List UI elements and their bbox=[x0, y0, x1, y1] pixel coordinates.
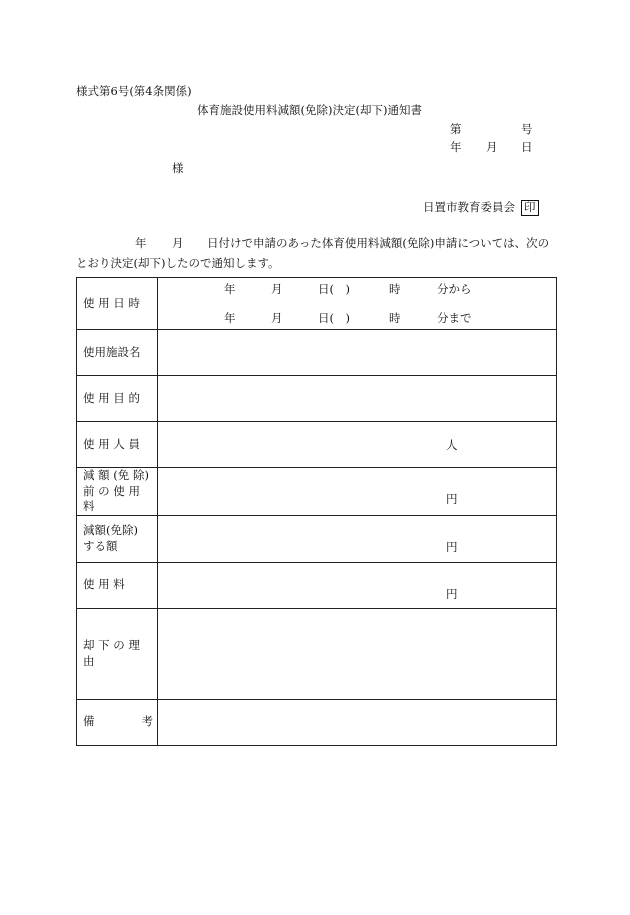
value-remarks[interactable] bbox=[158, 699, 557, 745]
date-month: 月 bbox=[486, 140, 498, 154]
until-month: 月 bbox=[271, 311, 283, 325]
from-year: 年 bbox=[224, 282, 236, 296]
row-people bbox=[77, 422, 557, 468]
row-facility-name bbox=[77, 330, 557, 376]
label-reduction bbox=[77, 515, 158, 562]
date-year: 年 bbox=[450, 140, 462, 154]
unit-reduction: 円 bbox=[446, 539, 458, 554]
body-line1-text: 日付けで申請のあった体育使用料減額(免除)申請については、次の bbox=[207, 236, 550, 250]
value-people[interactable] bbox=[158, 422, 557, 468]
issuer-line bbox=[423, 200, 539, 216]
issuer-name: 日置市教育委員会 bbox=[423, 200, 515, 214]
label-reduction-line2: する額 bbox=[83, 538, 118, 553]
label-fee-before-line1: 減 額 (免 除) bbox=[83, 468, 149, 482]
from-month: 月 bbox=[271, 282, 283, 296]
document-title: 体育施設使用料減額(免除)決定(却下)通知書 bbox=[197, 103, 422, 117]
value-facility-name[interactable] bbox=[158, 330, 557, 376]
row-usage-datetime bbox=[77, 278, 557, 330]
until-hour: 時 bbox=[389, 311, 401, 325]
body-line2-text: とおり決定(却下)したので通知します。 bbox=[76, 256, 280, 270]
addressee-suffix: 様 bbox=[172, 161, 184, 175]
row-fee-before bbox=[77, 468, 557, 516]
unit-fee-before: 円 bbox=[446, 492, 458, 507]
body-month: 月 bbox=[172, 236, 184, 250]
row-purpose bbox=[77, 376, 557, 422]
label-fee-before-line2: 前 の 使 用 料 bbox=[83, 483, 140, 514]
row-remarks bbox=[77, 699, 557, 745]
body-year: 年 bbox=[135, 236, 147, 250]
from-minute: 分から bbox=[437, 282, 472, 296]
seal-stamp: 印 bbox=[521, 200, 539, 216]
unit-people: 人 bbox=[446, 438, 458, 452]
label-facility-name: 使用施設名 bbox=[77, 330, 158, 376]
value-reduction[interactable] bbox=[158, 515, 557, 562]
number-suffix: 号 bbox=[521, 122, 533, 136]
label-remarks-left: 備 bbox=[83, 714, 95, 729]
label-fee: 使 用 料 bbox=[77, 562, 158, 608]
until-minute: 分まで bbox=[437, 311, 472, 325]
value-rejection-reason[interactable] bbox=[158, 608, 557, 699]
until-year: 年 bbox=[224, 311, 236, 325]
value-fee[interactable] bbox=[158, 562, 557, 608]
row-rejection-reason bbox=[77, 608, 557, 699]
label-usage-datetime: 使 用 日 時 bbox=[77, 278, 158, 330]
label-rejection-reason: 却 下 の 理 由 bbox=[77, 608, 158, 699]
label-purpose: 使 用 目 的 bbox=[77, 376, 158, 422]
date-day: 日 bbox=[521, 140, 533, 154]
row-reduction bbox=[77, 515, 557, 562]
from-day: 日( ) bbox=[318, 282, 350, 296]
label-people: 使 用 人 員 bbox=[77, 422, 158, 468]
label-fee-before bbox=[77, 468, 158, 516]
label-remarks bbox=[77, 699, 158, 745]
from-hour: 時 bbox=[389, 282, 401, 296]
value-fee-before[interactable] bbox=[158, 468, 557, 516]
row-fee bbox=[77, 562, 557, 608]
label-remarks-right: 考 bbox=[141, 714, 153, 729]
number-prefix: 第 bbox=[450, 122, 462, 136]
unit-fee: 円 bbox=[446, 586, 458, 601]
label-reduction-line1: 減額(免除) bbox=[83, 523, 138, 538]
value-usage-datetime bbox=[158, 278, 557, 330]
until-day: 日( ) bbox=[318, 311, 350, 325]
value-purpose[interactable] bbox=[158, 376, 557, 422]
form-number: 様式第6号(第4条関係) bbox=[76, 84, 192, 98]
notice-table bbox=[76, 277, 557, 746]
